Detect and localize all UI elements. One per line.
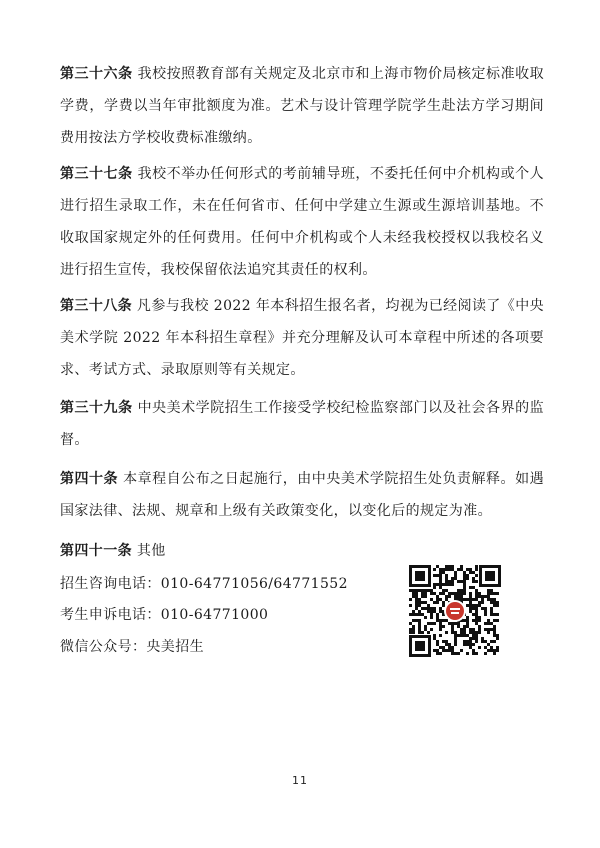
complaint-phone: 考生申诉电话：010-64771000 — [60, 607, 269, 623]
qr-code-icon — [409, 565, 501, 657]
article-40 — [60, 463, 544, 527]
article-number: 第四十一条 — [60, 543, 132, 559]
article-number: 第三十九条 — [60, 400, 133, 416]
article-text: 凡参与我校 2022 年本科招生报名者，均视为已经阅读了《中央美术学院 2022 年本科招生章程》并充分理解及认可本章程中所述的各项要求、考试方式、录取原则等有关规定。 — [60, 298, 544, 378]
article-number: 第三十六条 — [60, 66, 133, 82]
article-41 — [60, 535, 544, 567]
article-36 — [60, 58, 544, 154]
page-number: 11 — [292, 774, 308, 787]
article-37 — [60, 158, 544, 286]
article-text: 我校不举办任何形式的考前辅导班，不委托任何中介机构或个人进行招生录取工作，未在任何省市、任何中学建立生源或生源培训基地。不收取国家规定外的任何费用。任何中介机构或个人未经我校授权以我校名义进行招生宣传，我校保留依法追究其责任的权利。 — [60, 166, 545, 278]
article-text: 本章程自公布之日起施行，由中央美术学院招生处负责解释。如遇国家法律、法规、规章和上级有关政策变化，以变化后的规定为准。 — [60, 471, 544, 519]
article-number: 第四十条 — [60, 471, 119, 487]
wechat-account: 微信公众号：央美招生 — [60, 639, 204, 655]
article-text: 中央美术学院招生工作接受学校纪检监察部门以及社会各界的监督。 — [60, 400, 545, 448]
consult-phone: 招生咨询电话：010-64771056/64771552 — [60, 576, 348, 592]
article-number: 第三十八条 — [60, 298, 133, 314]
article-number: 第三十七条 — [60, 166, 133, 182]
article-text: 其他 — [136, 543, 166, 559]
article-text: 我校按照教育部有关规定及北京市和上海市物价局核定标准收取学费，学费以当年审批额度为准。艺术与设计管理学院学生赴法方学习期间费用按法方学校收费标准缴纳。 — [60, 66, 545, 146]
article-39 — [60, 392, 544, 456]
article-38 — [60, 290, 544, 386]
